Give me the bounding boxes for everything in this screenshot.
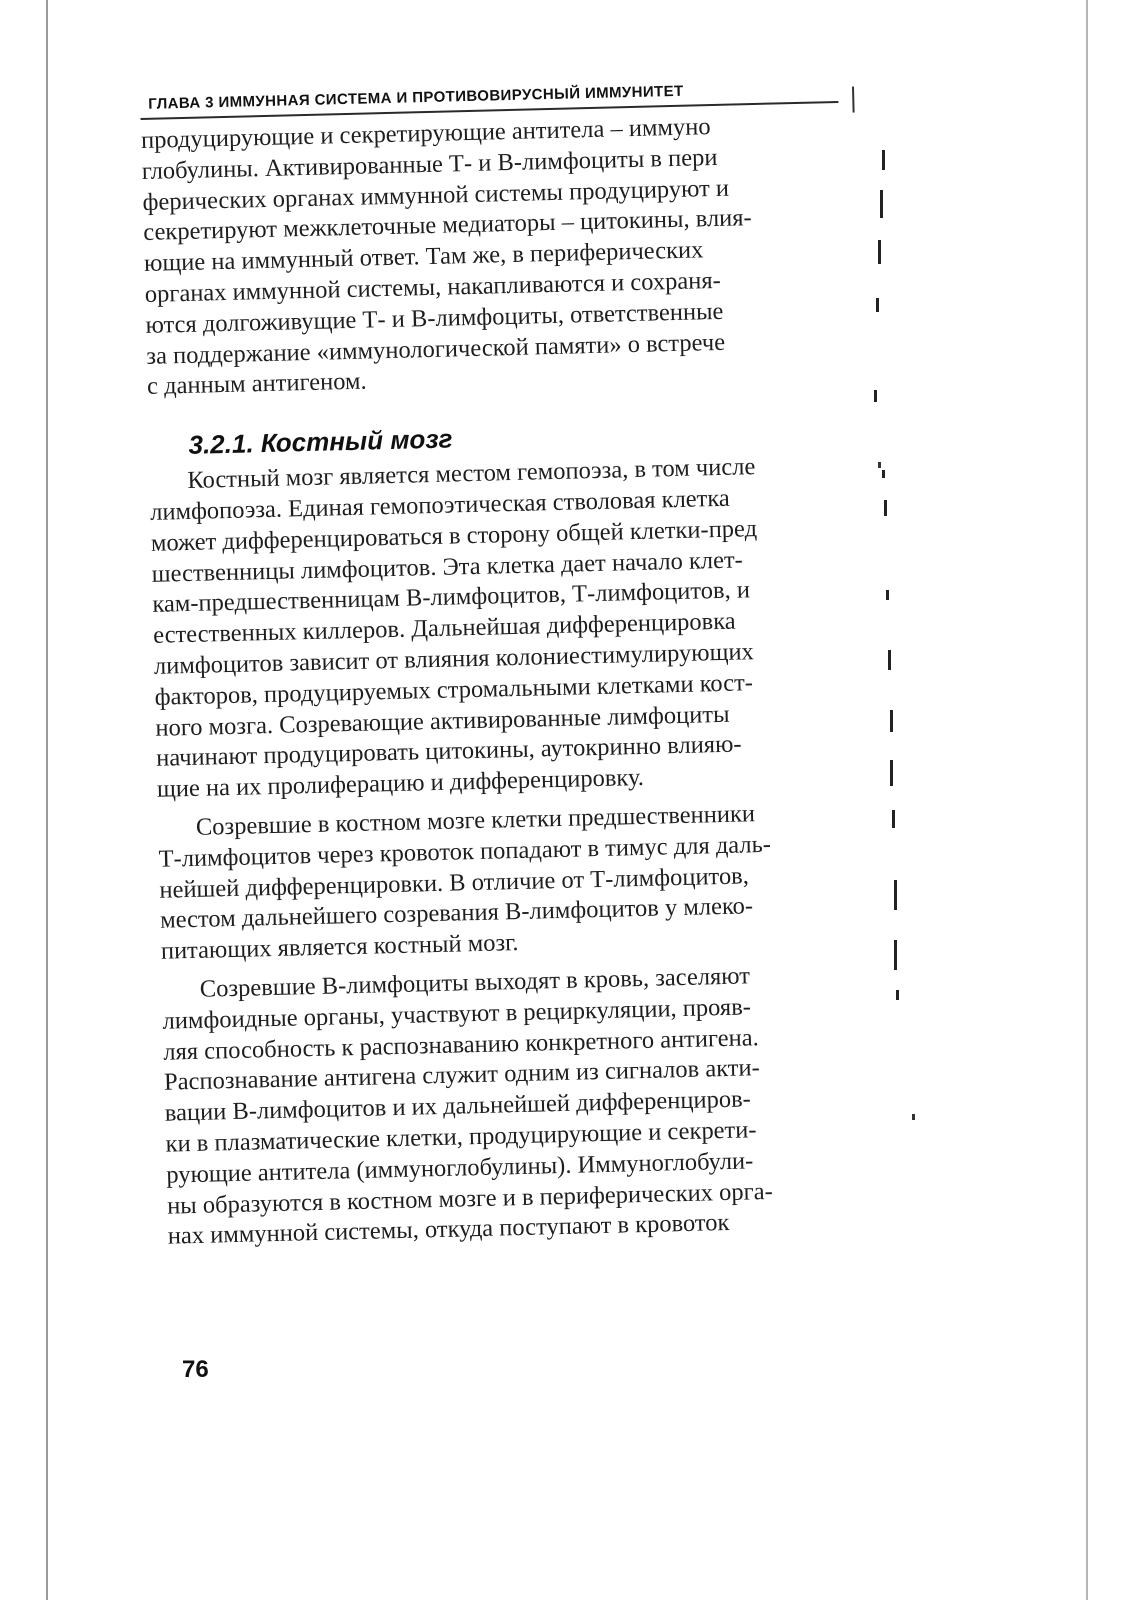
text-line: может дифференцироваться в сторону общей клетки-пред	[150, 514, 758, 557]
text-line: ки в плазматические клетки, продуцирующие и секрети-	[165, 1116, 757, 1158]
margin-mark	[892, 810, 895, 828]
text-line: рующие антитела (иммуноглобулины). Иммуноглобули-	[166, 1147, 754, 1189]
margin-mark	[878, 240, 881, 264]
text-line: шественницы лимфоцитов. Эта клетка дает начало клет-	[151, 545, 744, 588]
margin-mark	[890, 710, 893, 732]
running-head: ГЛАВА 3 ИММУННАЯ СИСТЕМА И ПРОТИВОВИРУСНЫЙ ИММУНИТЕТ	[140, 79, 838, 120]
text-line: питающих является костный мозг.	[160, 929, 519, 965]
stray-mark	[878, 462, 881, 468]
text-line: глобулины. Активированные Т- и В-лимфоциты в пери	[141, 143, 718, 185]
book-page	[140, 77, 928, 1252]
page-number: 76	[182, 1356, 209, 1383]
text-line: Распознавание антигена служит одним из сигналов акти-	[163, 1054, 761, 1097]
intro-paragraph	[141, 101, 908, 403]
text-line: лимфопоэза. Единая гемопоэтическая стволовая клетка	[149, 484, 731, 526]
margin-mark	[876, 298, 879, 312]
text-line: органах иммунной системы, накапливаются и сохраня-	[144, 266, 722, 308]
text-line: лимфоцитов зависит от влияния колониестимулирующих	[153, 638, 755, 680]
margin-mark	[884, 500, 887, 516]
section-heading: 3.2.1. Костный мозг	[188, 423, 453, 461]
text-line: ляя способность к распознаванию конкретного антигена.	[163, 1023, 759, 1066]
paragraph-b-lymphocytes	[161, 957, 928, 1253]
text-line: кам-предшественницам В-лимфоцитов, Т-лимфоцитов, и	[152, 576, 751, 619]
margin-mark	[894, 880, 897, 910]
paragraph-t-lymphocytes	[158, 795, 922, 968]
text-line: Созревшие В-лимфоциты выходят в кровь, заселяют	[199, 962, 751, 1003]
text-line: нах иммунной системы, откуда поступают в кровоток	[167, 1209, 730, 1250]
margin-mark	[894, 940, 897, 970]
text-line: лимфоидные органы, участвуют в рециркуляции, прояв-	[162, 993, 752, 1035]
header-mark	[852, 87, 855, 113]
scan-edge-right	[1086, 0, 1088, 1600]
margin-mark	[882, 470, 885, 478]
margin-mark	[882, 150, 885, 170]
text-line: нейшей дифференцировки. В отличие от Т-лимфоцитов,	[159, 861, 750, 904]
text-line: естественных киллеров. Дальнейшая дифференцировка	[152, 607, 736, 649]
margin-mark	[874, 390, 877, 402]
text-line: с данным антигеном.	[146, 367, 367, 401]
scan-edge-left	[46, 0, 48, 1600]
text-line: ферических органах иммунной системы продуцируют и	[142, 174, 730, 216]
text-line: вации В-лимфоцитов и их дальнейшей дифференциров-	[164, 1085, 752, 1127]
text-line: ются долгоживущие Т- и В-лимфоциты, ответственные	[145, 297, 724, 339]
margin-mark	[890, 760, 893, 786]
text-line: факторов, продуцируемых стромальными клетками кост-	[154, 668, 754, 711]
stray-mark	[912, 1114, 915, 1120]
text-line: начинают продуцировать цитокины, аутокринно влияю-	[155, 730, 742, 773]
text-line: секретируют межклеточные медиаторы – цитокины, влия-	[143, 204, 753, 247]
text-line: продуцирующие и секретирующие антитела – иммуно	[140, 113, 711, 154]
text-line: ны образуются в костном мозге и в периферических орга-	[166, 1177, 773, 1220]
paragraph-bone-marrow	[149, 448, 917, 805]
margin-mark	[896, 990, 899, 1000]
margin-mark	[888, 650, 891, 670]
margin-mark	[886, 590, 889, 600]
scan-margin-marks	[882, 150, 912, 1050]
text-line: ного мозга. Созревающие активированные лимфоциты	[155, 700, 730, 742]
text-line: Т-лимфоцитов через кровоток попадают в тимус для даль-	[158, 830, 772, 873]
text-line: Созревшие в костном мозге клетки предшественники	[195, 800, 756, 841]
text-line: ющие на иммунный ответ. Там же, в периферических	[143, 236, 704, 278]
text-line: местом дальнейшего созревания В-лимфоцитов у млеко-	[159, 892, 754, 935]
text-line: щие на их пролиферацию и дифференцировку.	[156, 764, 645, 803]
margin-mark	[880, 190, 883, 218]
text-line: Костный мозг является местом гемопоэза, в том числе	[187, 453, 756, 495]
text-line: за поддержание «иммунологической памяти» о встрече	[146, 328, 726, 370]
